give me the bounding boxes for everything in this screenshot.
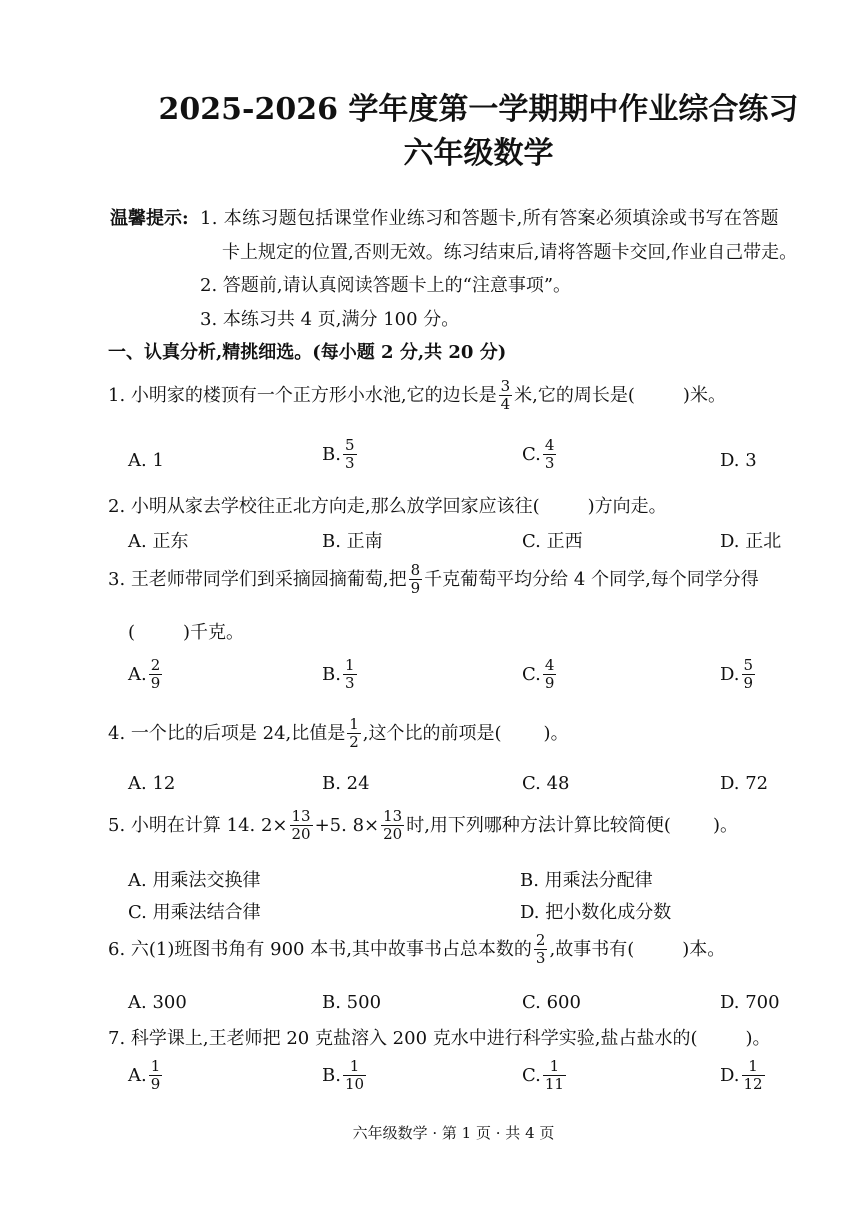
q1-option-b[interactable]: B. $\frac{5}{3}$ — [322, 436, 355, 472]
question-3-suffix: 千克葡萄平均分给 4 个同学,每个同学分得 — [424, 568, 759, 590]
question-5 — [108, 808, 738, 843]
question-6-suffix: )本。 — [682, 938, 726, 960]
q4-option-c[interactable]: C. 48 — [522, 773, 570, 794]
q1-option-a[interactable]: A. 1 — [128, 450, 164, 471]
q7-option-d[interactable]: D. $\frac{1}{12}$ — [720, 1057, 763, 1093]
question-1-mid: 米,它的周长是( — [514, 384, 635, 406]
q7-option-b[interactable]: B. $\frac{1}{10}$ — [322, 1057, 365, 1093]
q3-option-b[interactable]: B. $\frac{1}{3}$ — [322, 656, 355, 692]
question-7 — [108, 1026, 771, 1052]
tips-item-3: 3. 本练习共 4 页,满分 100 分。 — [200, 309, 460, 330]
q4-option-b[interactable]: B. 24 — [322, 773, 370, 794]
page-title: 2025-2026 学年度第一学期期中作业综合练习 — [158, 92, 799, 127]
question-4-mid: ,这个比的前项是( — [362, 722, 502, 744]
question-5-mid: +5. 8× — [314, 814, 380, 836]
page-footer: 六年级数学 · 第 1 页 · 共 4 页 — [352, 1124, 555, 1142]
q1-option-d[interactable]: D. 3 — [720, 450, 757, 471]
tips-item-2: 2. 答题前,请认真阅读答题卡上的“注意事项”。 — [200, 275, 572, 296]
q7-option-c[interactable]: C. $\frac{1}{11}$ — [522, 1057, 564, 1093]
q5-option-a[interactable]: A. 用乘法交换律 — [128, 870, 261, 891]
q1-option-c[interactable]: C. $\frac{4}{3}$ — [522, 436, 555, 472]
q2-option-c[interactable]: C. 正西 — [522, 531, 583, 552]
question-3-prefix: 3. 王老师带同学们到采摘园摘葡萄,把 — [108, 568, 407, 590]
question-6-mid: ,故事书有( — [549, 938, 635, 960]
q3-option-d[interactable]: D. $\frac{5}{9}$ — [720, 656, 754, 692]
question-4 — [108, 716, 569, 751]
question-5-mid2: 时,用下列哪种方法计算比较简便( — [406, 814, 671, 836]
tips-item-1a: 1. 本练习题包括课堂作业练习和答题卡,所有答案必须填涂或书写在答题 — [200, 208, 779, 229]
question-3-line-2: ( )千克。 — [128, 622, 245, 643]
fraction: $\frac{2}{3}$ — [535, 931, 546, 967]
tips-label: 温馨提示: — [110, 208, 189, 229]
q5-option-d[interactable]: D. 把小数化成分数 — [520, 902, 672, 923]
q6-option-a[interactable]: A. 300 — [128, 992, 187, 1013]
q2-option-a[interactable]: A. 正东 — [128, 531, 189, 552]
question-2-prefix: 2. 小明从家去学校往正北方向走,那么放学回家应该往( — [108, 496, 540, 517]
q3-option-a[interactable]: A. $\frac{2}{9}$ — [128, 656, 161, 692]
q7-option-a[interactable]: A. $\frac{1}{9}$ — [128, 1057, 161, 1093]
q5-option-c[interactable]: C. 用乘法结合律 — [128, 902, 261, 923]
question-4-prefix: 4. 一个比的后项是 24,比值是 — [108, 722, 346, 744]
q6-option-b[interactable]: B. 500 — [322, 992, 382, 1013]
fraction: $\frac{8}{9}$ — [410, 561, 421, 597]
fraction: $\frac{1}{2}$ — [349, 715, 359, 751]
question-6-prefix: 6. 六(1)班图书角有 900 本书,其中故事书占总本数的 — [108, 938, 532, 960]
question-4-suffix: )。 — [543, 722, 569, 744]
q6-option-d[interactable]: D. 700 — [720, 992, 780, 1013]
q4-option-d[interactable]: D. 72 — [720, 773, 769, 794]
question-1 — [108, 378, 726, 413]
q3-option-c[interactable]: C. $\frac{4}{9}$ — [522, 656, 555, 692]
question-6 — [108, 932, 725, 967]
q6-option-c[interactable]: C. 600 — [522, 992, 581, 1013]
fraction: $\frac{3}{4}$ — [500, 377, 511, 413]
tips-item-1b: 卡上规定的位置,否则无效。练习结束后,请将答题卡交回,作业自己带走。 — [222, 242, 798, 263]
question-7-suffix: )。 — [745, 1028, 771, 1049]
question-3 — [108, 562, 759, 597]
question-5-suffix: )。 — [712, 814, 738, 836]
question-7-prefix: 7. 科学课上,王老师把 20 克盐溶入 200 克水中进行科学实验,盐占盐水的( — [108, 1028, 698, 1049]
question-5-prefix: 5. 小明在计算 14. 2× — [108, 814, 288, 836]
q2-option-b[interactable]: B. 正南 — [322, 531, 383, 552]
question-1-suffix: )米。 — [682, 384, 726, 406]
q5-option-b[interactable]: B. 用乘法分配律 — [520, 870, 653, 891]
q2-option-d[interactable]: D. 正北 — [720, 531, 782, 552]
question-2 — [108, 494, 667, 520]
fraction: $\frac{13}{20}$ — [291, 807, 311, 843]
question-2-suffix: )方向走。 — [587, 496, 667, 517]
section-heading: 一、认真分析,精挑细选。(每小题 2 分,共 20 分) — [108, 342, 507, 363]
question-1-prefix: 1. 小明家的楼顶有一个正方形小水池,它的边长是 — [108, 384, 497, 406]
fraction: $\frac{13}{20}$ — [383, 807, 403, 843]
q4-option-a[interactable]: A. 12 — [128, 773, 176, 794]
page-subtitle: 六年级数学 — [403, 136, 554, 171]
